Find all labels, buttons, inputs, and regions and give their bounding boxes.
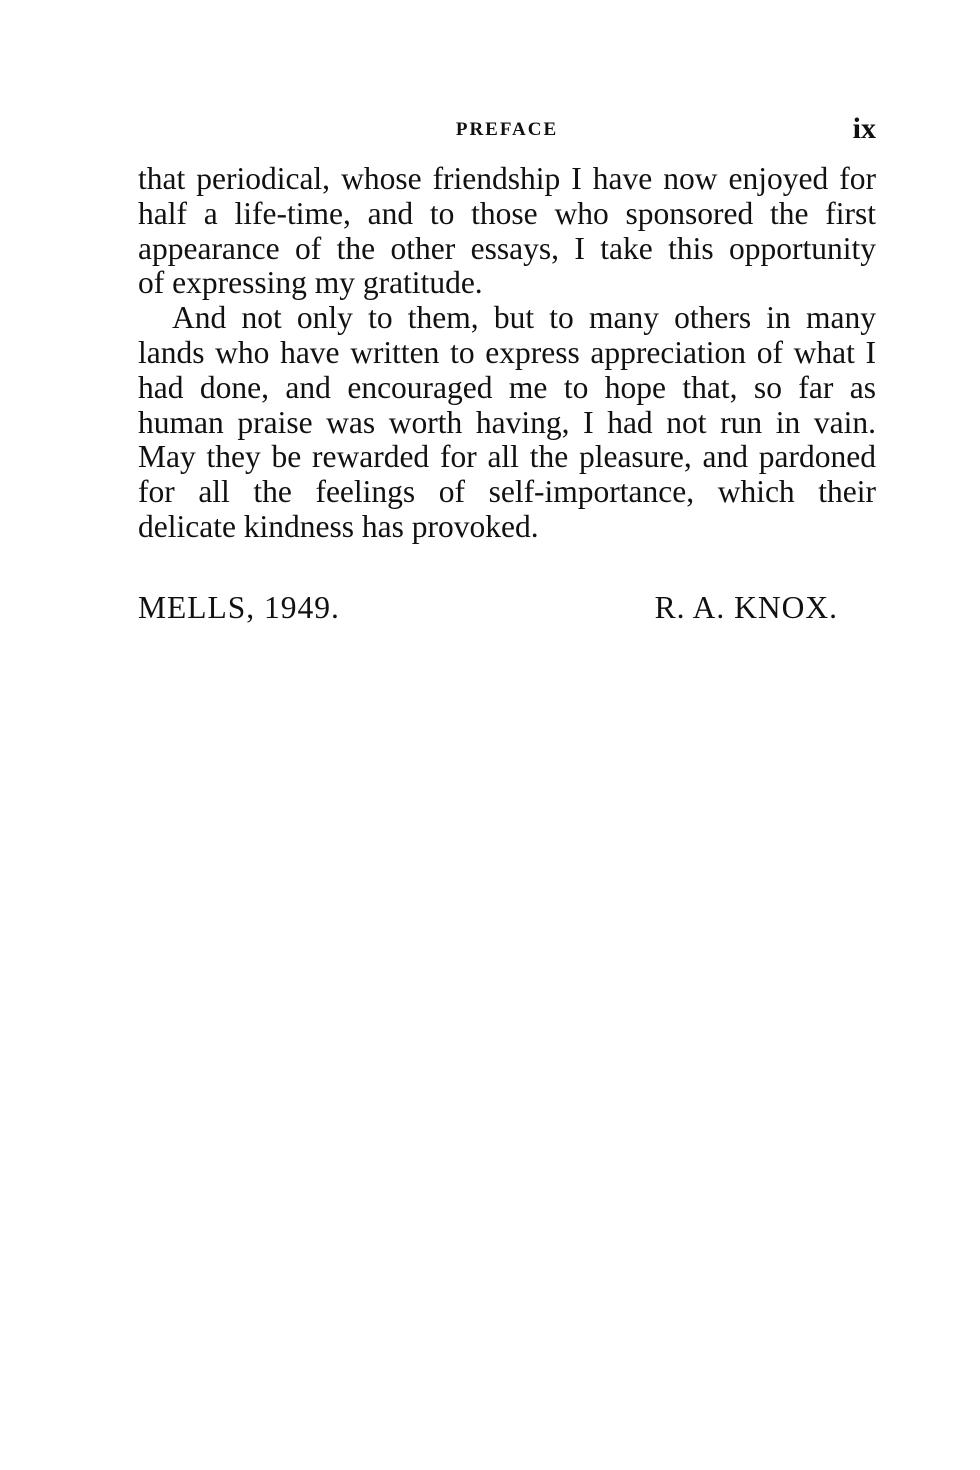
paragraph-acknowledgement bbox=[138, 301, 876, 545]
text-line: for all the feelings of self-importance, which their bbox=[138, 474, 876, 510]
text-line: half a life-time, and to those who sponsored the first bbox=[138, 195, 876, 231]
running-head bbox=[138, 112, 876, 146]
signature-block bbox=[138, 588, 838, 630]
text-line: May they be rewarded for all the pleasure, and pardoned bbox=[138, 439, 876, 475]
text-line: And not only to them, but to many others in many bbox=[172, 300, 876, 336]
running-title: PREFACE bbox=[455, 119, 559, 140]
author-name: R. A. KNOX. bbox=[654, 590, 838, 625]
text-line: appearance of the other essays, I take this opportunity bbox=[138, 230, 876, 266]
page-number: ix bbox=[852, 112, 876, 145]
text-line: lands who have written to express appreciation of what I bbox=[138, 334, 876, 370]
text-line: human praise was worth having, I had not run in vain. bbox=[138, 404, 876, 440]
body-text bbox=[138, 162, 876, 545]
text-line: that periodical, whose friendship I have now enjoyed for bbox=[138, 161, 876, 196]
text-line: delicate kindness has provoked. bbox=[138, 508, 539, 544]
text-line: of expressing my gratitude. bbox=[138, 265, 483, 301]
text-line: had done, and encouraged me to hope that, so far as bbox=[138, 369, 876, 405]
place-and-date: MELLS, 1949. bbox=[138, 590, 340, 625]
paragraph-continuation bbox=[138, 162, 876, 301]
